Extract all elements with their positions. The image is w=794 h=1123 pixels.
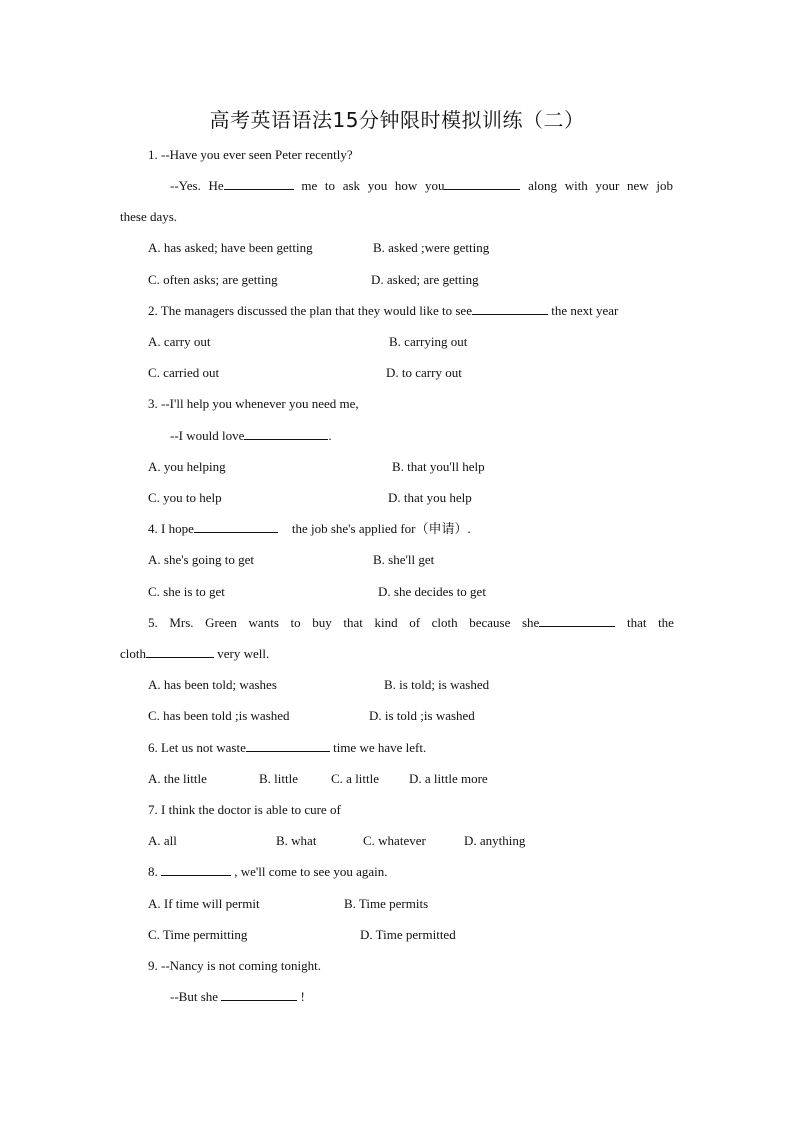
word: you bbox=[367, 178, 388, 193]
option-b: B. little bbox=[259, 771, 298, 786]
option-a: A. all bbox=[148, 833, 177, 848]
option-c: C. has been told ;is washed bbox=[148, 708, 290, 723]
stem-text: ! bbox=[297, 989, 305, 1004]
answer-blank[interactable] bbox=[246, 740, 330, 752]
answer-blank[interactable] bbox=[221, 989, 297, 1001]
word: cloth bbox=[431, 615, 458, 630]
option-b: B. is told; is washed bbox=[384, 677, 490, 692]
question-9-reply bbox=[170, 989, 305, 1005]
word: along bbox=[528, 178, 558, 193]
option-b: B. that you'll help bbox=[392, 459, 485, 474]
stem-text: the next year bbox=[547, 303, 619, 318]
answer-blank[interactable] bbox=[444, 178, 520, 190]
question-3-reply bbox=[170, 428, 332, 444]
word: me bbox=[301, 178, 318, 193]
word: you bbox=[425, 178, 521, 194]
stem-text: --I would love bbox=[170, 428, 245, 443]
option-d: D. is told ;is washed bbox=[369, 708, 475, 723]
option-d: D. anything bbox=[464, 833, 526, 848]
question-6-stem bbox=[148, 740, 426, 756]
question-5-continuation bbox=[120, 646, 269, 662]
stem-text: very well. bbox=[214, 646, 270, 661]
stem-text: , we'll come to see you again. bbox=[231, 864, 388, 879]
word: ask bbox=[342, 178, 361, 193]
word: to bbox=[290, 615, 301, 630]
option-c: C. she is to get bbox=[148, 584, 225, 599]
answer-blank[interactable] bbox=[244, 428, 328, 440]
option-d: D. she decides to get bbox=[378, 584, 486, 599]
question-1-stem: 1. --Have you ever seen Peter recently? bbox=[148, 147, 353, 162]
stem-text: 8. bbox=[148, 864, 161, 879]
option-c: C. a little bbox=[331, 771, 380, 786]
word: He bbox=[209, 178, 294, 194]
word: because bbox=[469, 615, 511, 630]
word: --Yes. bbox=[170, 178, 201, 193]
option-a: A. If time will permit bbox=[148, 896, 260, 911]
word: to bbox=[324, 178, 336, 193]
question-4-stem bbox=[148, 521, 471, 537]
stem-text: 4. I hope bbox=[148, 521, 194, 536]
word: buy bbox=[312, 615, 332, 630]
option-d: D. Time permitted bbox=[360, 927, 456, 942]
word: Mrs. bbox=[169, 615, 194, 630]
option-c: C. whatever bbox=[363, 833, 426, 848]
option-b: B. she'll get bbox=[373, 552, 435, 567]
option-a: A. has asked; have been getting bbox=[148, 240, 313, 255]
answer-blank[interactable] bbox=[224, 178, 294, 190]
stem-text: . bbox=[328, 428, 332, 443]
word: the bbox=[658, 615, 674, 630]
question-8-stem bbox=[148, 864, 388, 880]
option-b: B. Time permits bbox=[344, 896, 429, 911]
question-1-continuation: these days. bbox=[120, 209, 178, 224]
word: that bbox=[626, 615, 647, 630]
option-a: A. the little bbox=[148, 771, 207, 786]
option-d: D. that you help bbox=[388, 490, 472, 505]
stem-text: 2. The managers discussed the plan that they would like to see bbox=[148, 303, 472, 318]
option-c: C. Time permitting bbox=[148, 927, 248, 942]
stem-text: 6. Let us not waste bbox=[148, 740, 246, 755]
word: new bbox=[627, 178, 649, 193]
stem-text: the job she's applied for（申请）. bbox=[291, 521, 471, 536]
question-9-stem: 9. --Nancy is not coming tonight. bbox=[148, 958, 321, 973]
option-c: C. often asks; are getting bbox=[148, 272, 278, 287]
question-1-reply bbox=[170, 178, 673, 194]
option-a: A. carry out bbox=[148, 334, 211, 349]
word: wants bbox=[248, 615, 279, 630]
option-a: A. has been told; washes bbox=[148, 677, 277, 692]
option-a: A. you helping bbox=[148, 459, 226, 474]
option-c: C. carried out bbox=[148, 365, 220, 380]
stem-text: --But she bbox=[170, 989, 222, 1004]
option-b: B. carrying out bbox=[389, 334, 468, 349]
question-5-stem bbox=[148, 615, 674, 631]
stem-text: time we have left. bbox=[329, 740, 427, 755]
word: 5. bbox=[148, 615, 158, 630]
answer-blank[interactable] bbox=[539, 615, 615, 627]
answer-blank[interactable] bbox=[472, 303, 548, 315]
answer-blank[interactable] bbox=[146, 646, 214, 658]
option-a: A. she's going to get bbox=[148, 552, 254, 567]
word: that bbox=[343, 615, 363, 630]
page-title: 高考英语语法15分钟限时模拟训练（二） bbox=[209, 108, 585, 132]
option-d: D. to carry out bbox=[386, 365, 462, 380]
option-d: D. a little more bbox=[409, 771, 488, 786]
word: your bbox=[595, 178, 620, 193]
word: job bbox=[656, 178, 673, 193]
word: with bbox=[564, 178, 588, 193]
answer-blank[interactable] bbox=[194, 521, 278, 533]
word: how bbox=[394, 178, 418, 193]
word: of bbox=[409, 615, 421, 630]
option-b: B. asked ;were getting bbox=[373, 240, 490, 255]
word: Green bbox=[205, 615, 237, 630]
question-7-stem: 7. I think the doctor is able to cure of bbox=[148, 802, 341, 817]
word: kind bbox=[374, 615, 398, 630]
answer-blank[interactable] bbox=[161, 864, 231, 876]
option-b: B. what bbox=[276, 833, 317, 848]
option-c: C. you to help bbox=[148, 490, 222, 505]
word: she bbox=[522, 615, 615, 631]
stem-text: cloth bbox=[120, 646, 146, 661]
question-3-stem: 3. --I'll help you whenever you need me, bbox=[148, 396, 359, 411]
option-d: D. asked; are getting bbox=[371, 272, 479, 287]
question-2-stem bbox=[148, 303, 618, 319]
